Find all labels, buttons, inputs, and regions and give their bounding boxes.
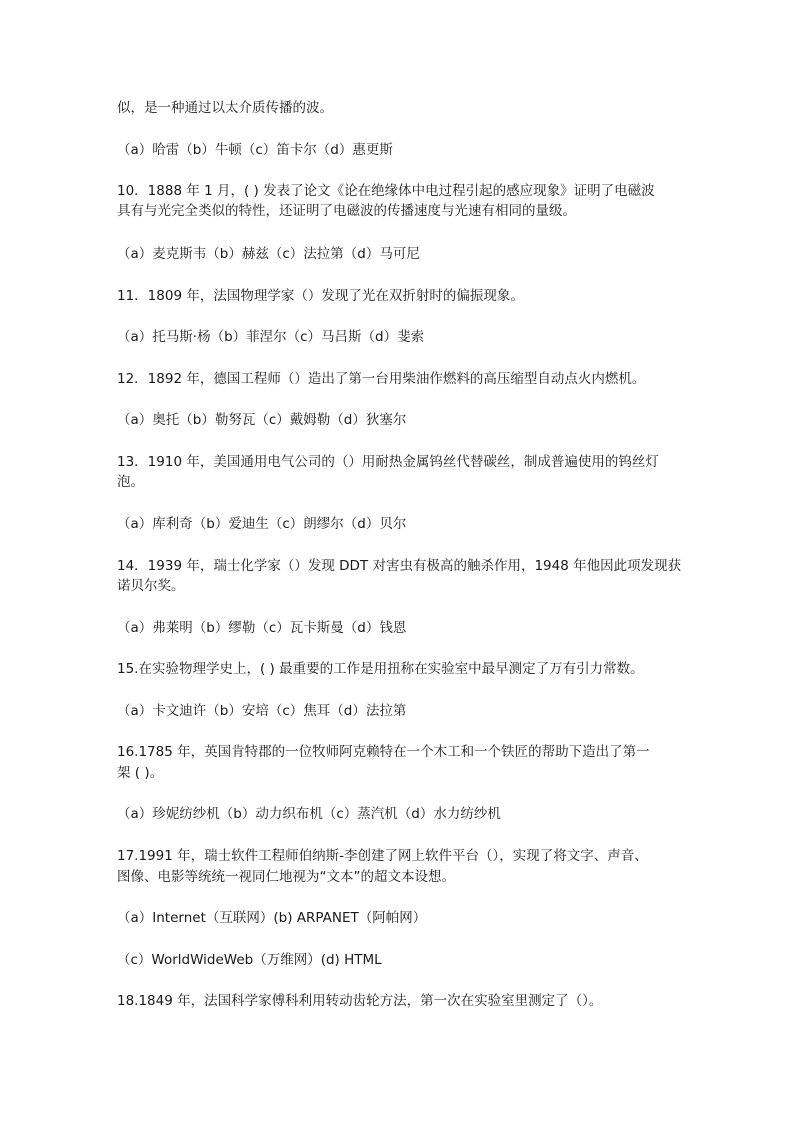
question-line: 17.1991 年，瑞士软件工程师伯纳斯-李创建了网上软件平台（），实现了将文字、声音、 — [117, 848, 648, 864]
options-line: （a）卡文迪许（b）安培（c）焦耳（d）法拉第 — [117, 703, 407, 719]
options-line: （c）WorldWideWeb（万维网）(d) HTML — [117, 952, 382, 968]
text-line: 架 ( )。 — [117, 765, 164, 781]
question-line: 11．1809 年，法国物理学家（）发现了光在双折射时的偏振现象。 — [117, 288, 524, 304]
question-line: 15.在实验物理学史上，( ) 最重要的工作是用扭称在实验室中最早测定了万有引力常数。 — [117, 661, 644, 677]
options-line: （a）珍妮纺纱机（b）动力织布机（c）蒸汽机（d）水力纺纱机 — [117, 806, 501, 822]
question-line: 14．1939 年，瑞士化学家（）发现 DDT 对害虫有极高的触杀作用，1948 年他因此项发现获 — [117, 558, 682, 574]
text-line: 具有与光完全类似的特性，还证明了电磁波的传播速度与光速有相同的量级。 — [117, 203, 576, 219]
options-line: （a）麦克斯韦（b）赫兹（c）法拉第（d）马可尼 — [117, 246, 420, 262]
question-line: 18.1849 年，法国科学家傅科利用转动齿轮方法，第一次在实验室里测定了（）。 — [117, 993, 603, 1009]
question-line: 10．1888 年 1 月，( ) 发表了论文《论在绝缘体中电过程引起的感应现象》证明了电磁波 — [117, 183, 655, 199]
question-line: 16.1785 年，英国肯特郡的一位牧师阿克赖特在一个木工和一个铁匠的帮助下造出了第一 — [117, 744, 650, 760]
options-line: （a）托马斯·杨（b）菲涅尔（c）马吕斯（d）斐索 — [117, 329, 425, 345]
text-line: 泡。 — [117, 474, 144, 490]
options-line: （a）弗莱明（b）缪勒（c）瓦卡斯曼（d）钱恩 — [117, 620, 407, 636]
question-line: 13．1910 年，美国通用电气公司的（）用耐热金属钨丝代替碳丝，制成普遍使用的钨丝灯 — [117, 454, 659, 470]
options-line: （a）库利奇（b）爱迪生（c）朗缪尔（d）贝尔 — [117, 516, 407, 532]
options-line: （a）哈雷（b）牛顿（c）笛卡尔（d）惠更斯 — [117, 142, 393, 158]
text-line: 似，是一种通过以太介质传播的波。 — [117, 100, 333, 116]
options-line: （a）Internet（互联网）(b) ARPANET（阿帕网） — [117, 910, 427, 926]
text-line: 图像、电影等统统一视同仁地视为“文本”的超文本设想。 — [117, 869, 455, 885]
options-line: （a）奥托（b）勒努瓦（c）戴姆勒（d）狄塞尔 — [117, 412, 407, 428]
question-line: 12．1892 年，德国工程师（）造出了第一台用柴油作燃料的高压缩型自动点火内燃机。 — [117, 371, 646, 387]
text-line: 诺贝尔奖。 — [117, 578, 185, 594]
